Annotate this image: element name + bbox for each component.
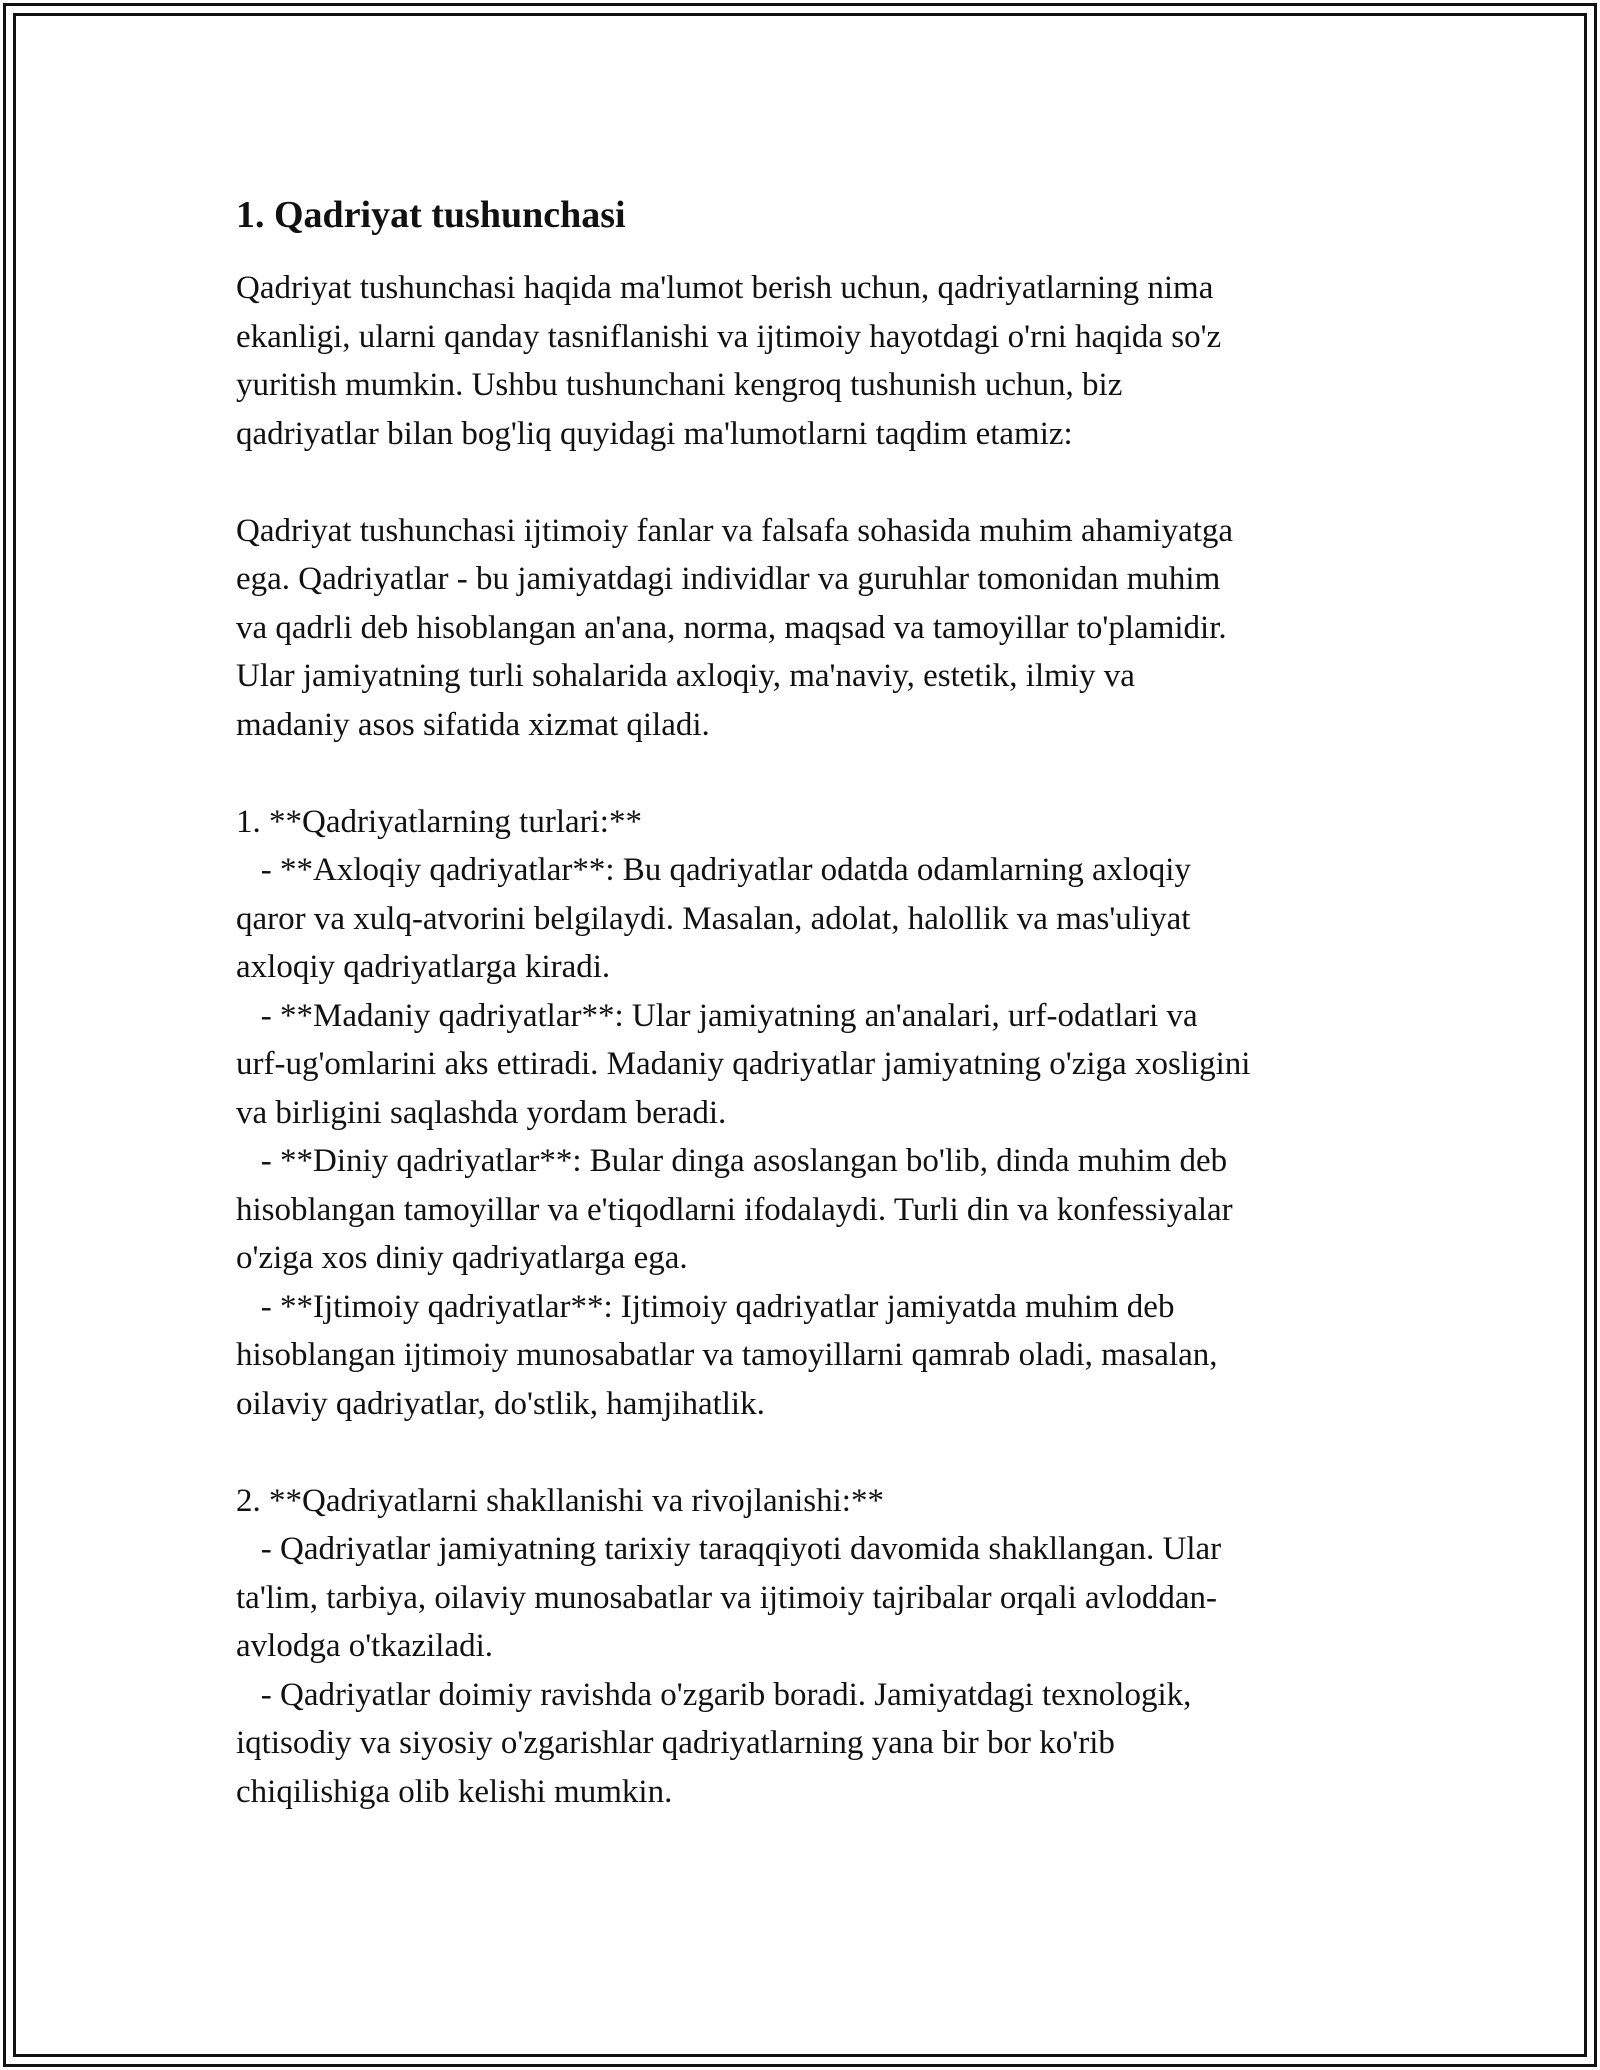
section-body: Qadriyat tushunchasi haqida ma'lumot berish uchun, qadriyatlarning nima ekanligi, ularni qanday tasniflanishi va ijtimoiy hayotdagi o'rni haqida so'z yuritish mumkin. Ushbu tushunchani kengroq tushunish uchun, biz qadriyatlar bilan bog'liq quyidagi ma'lumotlarni taqdim etamiz: Qadriyat tushunchasi ijtimoiy fanlar va falsafa sohasida muhim ahamiyatga ega. Qadriyatlar - bu jamiyatdagi individlar va guruhlar tomonidan muhim va qadrli deb hisoblangan an'ana, norma, maqsad va tamoyillar to'plamidir. Ular jamiyatning turli sohalarida axloqiy, ma'naviy, estetik, ilmiy va madaniy asos sifatida xizmat qiladi. 1. **Qadriyatlarning turlari:** - **Axloqiy qadriyatlar**: Bu qadriyatlar odatda odamlarning axloqiy qaror va xulq-atvorini belgilaydi. Masalan, adolat, halollik va mas'uliyat axloqiy qadriyatlarga kiradi. - **Madaniy qadriyatlar**: Ular jamiyatning an'analari, urf-odatlari va urf-ug'omlarini aks ettiradi. Madaniy qadriyatlar jamiyatning o'ziga xosligini va birligini saqlashda yordam beradi. - **Diniy qadriyatlar**: Bular dinga asoslangan bo'lib, dinda muhim deb hisoblangan tamoyillar va e'tiqodlarni ifodalaydi. Turli din va konfessiyalar o'ziga xos diniy qadriyatlarga ega. - **Ijtimoiy qadriyatlar**: Ijtimoiy qadriyatlar jamiyatda muhim deb hisoblangan ijtimoiy munosabatlar va tamoyillarni qamrab oladi, masalan, oilaviy qadriyatlar, do'stlik, hamjihatlik. 2. **Qadriyatlarni shakllanishi va rivojlanishi:** - Qadriyatlar jamiyatning tarixiy taraqqiyoti davomida shakllangan. Ular ta'lim, tarbiya, oilaviy munosabatlar va ijtimoiy tajribalar orqali avloddan- avlodga o'tkaziladi. - Qadriyatlar doimiy ravishda o'zgarib boradi. Jamiyatdagi texnologik, iqtisodiy va siyosiy o'zgarishlar qadriyatlarning yana bir bor ko'rib chiqilishiga olib kelishi mumkin.	[236, 270, 1251, 1810]
section-heading: 1. Qadriyat tushunchasi	[236, 194, 626, 236]
document-content	[236, 188, 1376, 1816]
